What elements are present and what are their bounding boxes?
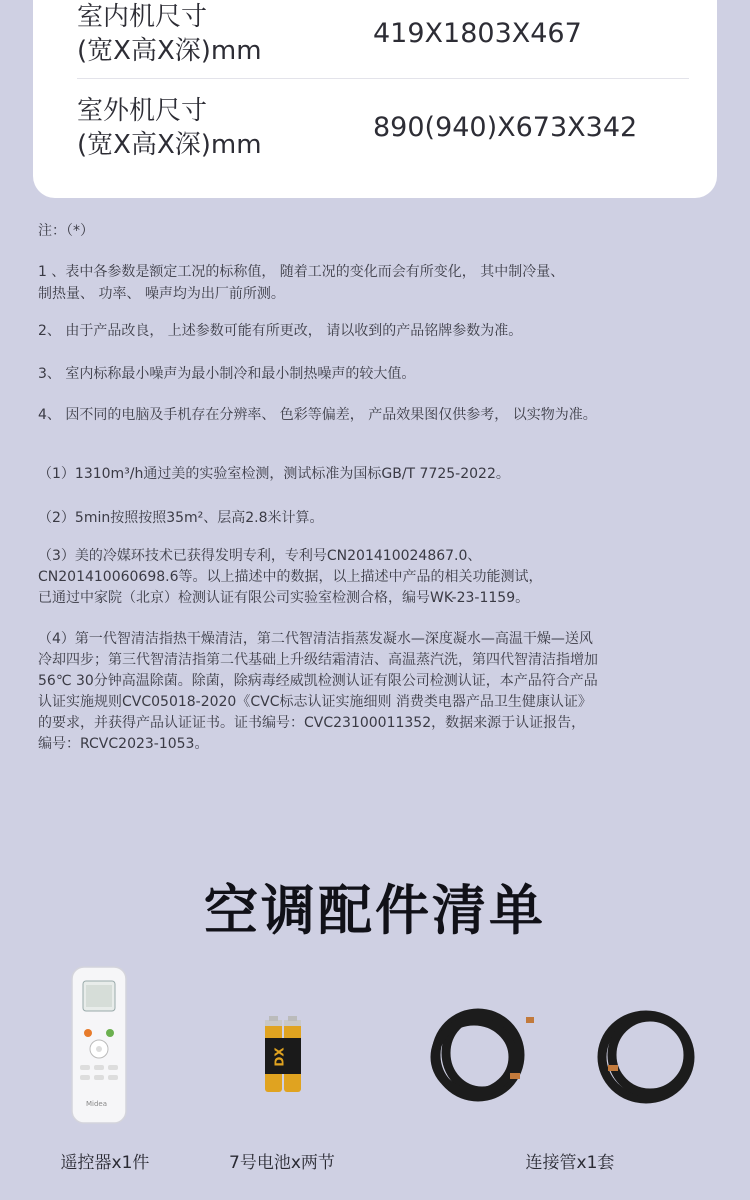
accessory-remote: [70, 965, 128, 1129]
note-item-2: [38, 320, 718, 342]
note-text: 4、 因不同的电脑及手机存在分辨率、 色彩等偏差， 产品效果图仅供参考， 以实物为准。: [38, 407, 597, 423]
footnote-4: [38, 629, 722, 755]
spec-label-outdoor: [77, 94, 262, 162]
footnote-text: 冷却四步；第三代智清洁指第二代基础上升级结霜清洁、高温蒸汽洗，第四代智清洁指增加: [38, 652, 598, 668]
spec-label-line1: 室外机尺寸: [77, 96, 208, 126]
footnote-1: [38, 464, 722, 485]
accessory-pipes: [430, 1005, 710, 1109]
footnote-3: [38, 546, 722, 609]
note-text: 2、 由于产品改良， 上述参数可能有所更改， 请以收到的产品铭牌参数为准。: [38, 323, 523, 339]
battery-brand: DX: [272, 1047, 287, 1067]
footnote-text: （4）第一代智清洁指热干燥清洁，第二代智清洁指蒸发凝水—深度凝水—高温干燥—送风: [38, 631, 593, 647]
note-item-1: [38, 261, 718, 305]
accessory-label-pipes: 连接管x1套: [525, 1153, 615, 1173]
note-text: 3、 室内标称最小噪声为最小制冷和最小制热噪声的较大值。: [38, 366, 416, 382]
note-text: 1 、表中各参数是额定工况的标称值， 随着工况的变化而会有所变化， 其中制冷量、: [38, 264, 565, 280]
spec-value-outdoor: 890(940)X673X342: [373, 112, 638, 143]
notes-heading: 注：（*）: [38, 223, 94, 239]
footnote-text: （1）1310m³/h通过美的实验室检测，测试标准为国标GB/T 7725-2022。: [38, 466, 510, 482]
footnote-text: 56℃ 30分钟高温除菌。除菌，除病毒经威凯检测认证有限公司检测认证，本产品符合产品: [38, 673, 598, 689]
accessory-label-battery: 7号电池x两节: [229, 1153, 335, 1173]
footnote-text: 的要求，并获得产品认证证书。证书编号：CVC23100011352，数据来源于认证报告，: [38, 715, 586, 731]
footnote-text: 编号：RCVC2023-1053。: [38, 736, 209, 752]
spec-label-line2: (宽X高X深)mm: [77, 36, 262, 66]
spec-label-line2: (宽X高X深)mm: [77, 130, 262, 160]
footnote-text: 认证实施规则CVC05018-2020《CVC标志认证实施细则 消费类电器产品卫生健康认证》: [38, 694, 592, 710]
spec-divider: [77, 78, 689, 79]
footnote-text: （2）5min按照按照35m²、层高2.8米计算。: [38, 510, 324, 526]
accessory-label-remote: 遥控器x1件: [60, 1153, 150, 1173]
spec-label-line1: 室内机尺寸: [77, 2, 208, 32]
spec-label-indoor: [77, 0, 262, 68]
footnote-text: （3）美的冷媒环技术已获得发明专利，专利号CN201410024867.0、: [38, 548, 482, 564]
pipe-coil-icon: [430, 1005, 710, 1105]
note-text: 制热量、 功率、 噪声均为出厂前所测。: [38, 286, 285, 302]
note-item-3: [38, 363, 718, 385]
footnote-2: [38, 508, 722, 529]
spec-value-indoor: 419X1803X467: [373, 18, 582, 49]
note-item-4: [38, 404, 718, 426]
footnote-text: 已通过中家院（北京）检测认证有限公司实验室检测合格，编号WK-23-1159。: [38, 590, 530, 606]
footnote-text: CN201410060698.6等。以上描述中的数据，以上描述中产品的相关功能测试，: [38, 569, 543, 585]
spec-card: [33, 0, 717, 198]
accessory-battery: [262, 1016, 304, 1100]
accessories-title: 空调配件清单: [204, 879, 546, 942]
remote-brand: Midea: [86, 1100, 108, 1108]
